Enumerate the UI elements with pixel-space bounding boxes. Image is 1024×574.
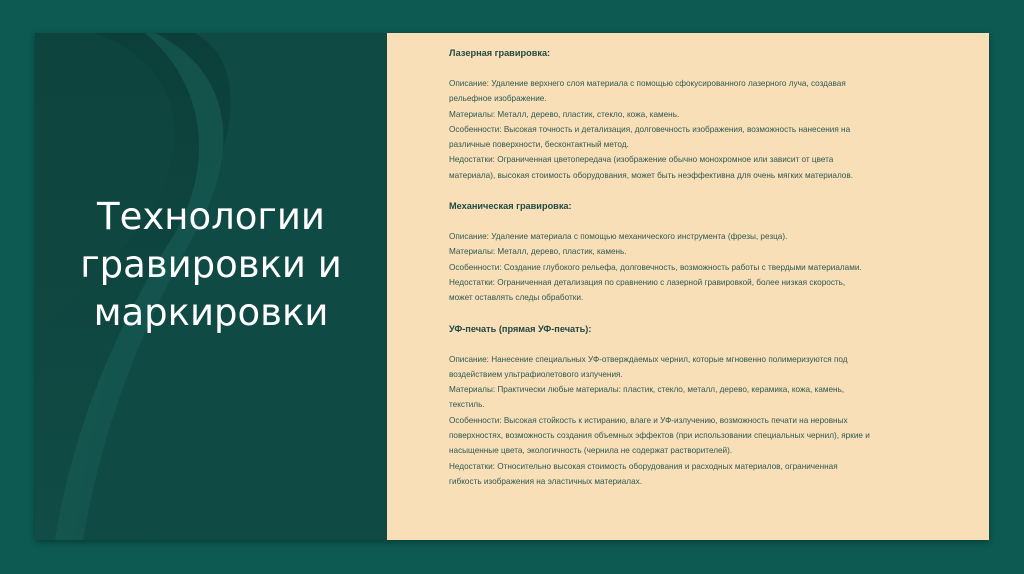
section-line: Описание: Нанесение специальных УФ-отверждаемых чернил, которые мгновенно полимеризуются под [449,354,848,364]
section-heading-mechanical: Механическая гравировка: [449,201,572,212]
section-line: Материалы: Металл, дерево, пластик, стекло, кожа, камень. [449,109,680,119]
section-line: насыщенные цвета, экологичность (чернила не содержат растворителей). [449,446,733,456]
section-line: рельефное изображение. [449,94,547,104]
section-line: гибкость изображения на эластичных материалах. [449,476,643,486]
section-line: Описание: Удаление материала с помощью механического инструмента (фрезы, резца). [449,232,788,242]
section-line: может оставлять следы обработки. [449,293,584,303]
section-line: Особенности: Создание глубокого рельефа, долговечность, возможность работы с твердыми материалами. [449,262,862,272]
section-line: Особенности: Высокая стойкость к истиранию, влаге и УФ-излучению, возможность печати на неровных [449,415,848,425]
section-line: Недостатки: Ограниченная цветопередача (изображение обычно монохромное или зависит от цвета [449,155,834,165]
section-heading-laser: Лазерная гравировка: [449,48,551,58]
title-line-2: гравировки и [80,243,342,286]
section-line: текстиль. [449,400,485,410]
content-text [449,46,939,489]
section-line: Недостатки: Ограниченная детализация по сравнению с лазерной гравировкой, более низкая скорость, [449,277,846,287]
section-line: Материалы: Практически любые материалы: пластик, стекло, металл, дерево, керамика, кожа, камень, [449,385,845,395]
title-line-3: маркировки [93,291,329,334]
section-line: различные поверхности, бесконтактный метод. [449,140,629,150]
section-line: воздействием ультрафиолетового излучения. [449,369,623,379]
section-line: Материалы: Металл, дерево, пластик, камень. [449,247,627,257]
title-line-1: Технологии [97,195,325,238]
section-heading-uv: УФ-печать (прямая УФ-печать): [449,323,592,334]
section-line: Недостатки: Относительно высокая стоимость оборудования и расходных материалов, ограниченная [449,461,838,471]
content-panel [387,33,989,540]
section-line: Особенности: Высокая точность и детализация, долговечность изображения, возможность нанесения на [449,124,851,134]
title-panel [35,33,387,540]
section-line: поверхностях, возможность создания объемных эффектов (при использовании специальных чернил), яркие и [449,431,870,441]
section-line: Описание: Удаление верхнего слоя материала с помощью сфокусированного лазерного луча, создавая [449,79,846,88]
slide [35,33,989,540]
slide-title [35,193,387,337]
section-line: материала), высокая стоимость оборудования, может быть неэффективна для очень мягких материалов. [449,170,853,180]
